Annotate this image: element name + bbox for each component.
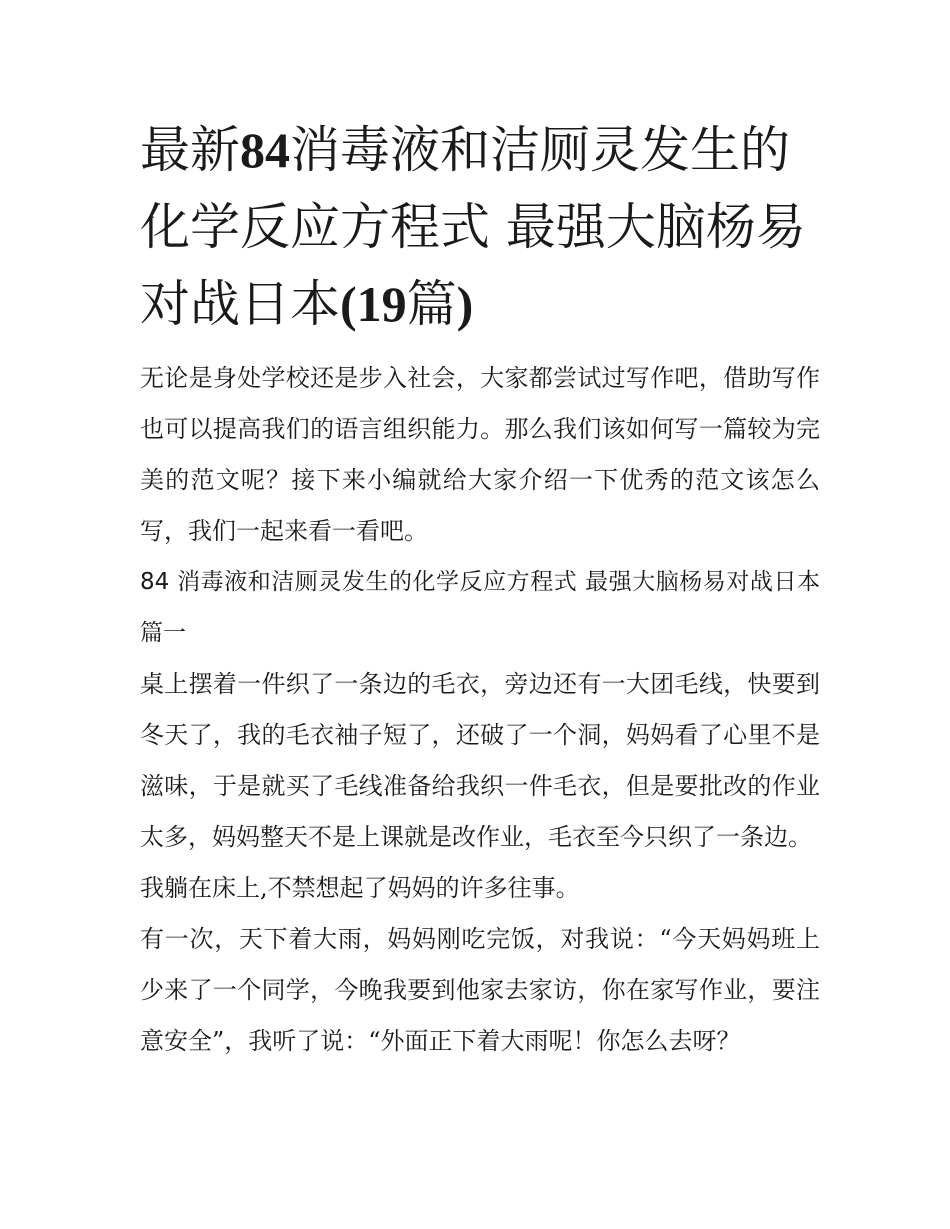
- title-text-2: 消毒液和洁厕灵发生的化学反应方程式 最强大脑杨易对战日本: [140, 121, 806, 333]
- body-paragraph-3: 有一次，天下着大雨，妈妈刚吃完饭，对我说：“今天妈妈班上少来了一个同学，今晚我要到他家去家访，你在家写作业，要注意安全”，我听了说：“外面正下着大雨呢！你怎么去呀？: [140, 925, 820, 1055]
- document-title: [140, 112, 820, 343]
- title-close-paren: ): [456, 276, 474, 332]
- document-page: [140, 112, 820, 1067]
- body-paragraph-2: 我躺在床上,不禁想起了妈妈的许多往事。: [140, 874, 580, 902]
- title-text-3: 篇: [406, 275, 457, 333]
- section-heading: 84 消毒液和洁厕灵发生的化学反应方程式 最强大脑杨易对战日本篇一: [140, 569, 820, 646]
- title-count: (19: [340, 276, 407, 332]
- body-paragraph-1: 桌上摆着一件织了一条边的毛衣，旁边还有一大团毛线，快要到冬天了，我的毛衣袖子短了，还破了一个洞，妈妈看了心里不是滋味，于是就买了毛线准备给我织一件毛衣，但是要批改的作业太多，妈妈整天不是上课就是改作业，毛衣至今只织了一条边。: [140, 670, 820, 851]
- title-number: 84: [240, 122, 290, 178]
- title-text-1: 最新: [140, 121, 240, 179]
- intro-paragraph: 无论是身处学校还是步入社会，大家都尝试过写作吧，借助写作也可以提高我们的语言组织能力。那么我们该如何写一篇较为完美的范文呢？接下来小编就给大家介绍一下优秀的范文该怎么写，我们一起来看一看吧。: [140, 364, 820, 545]
